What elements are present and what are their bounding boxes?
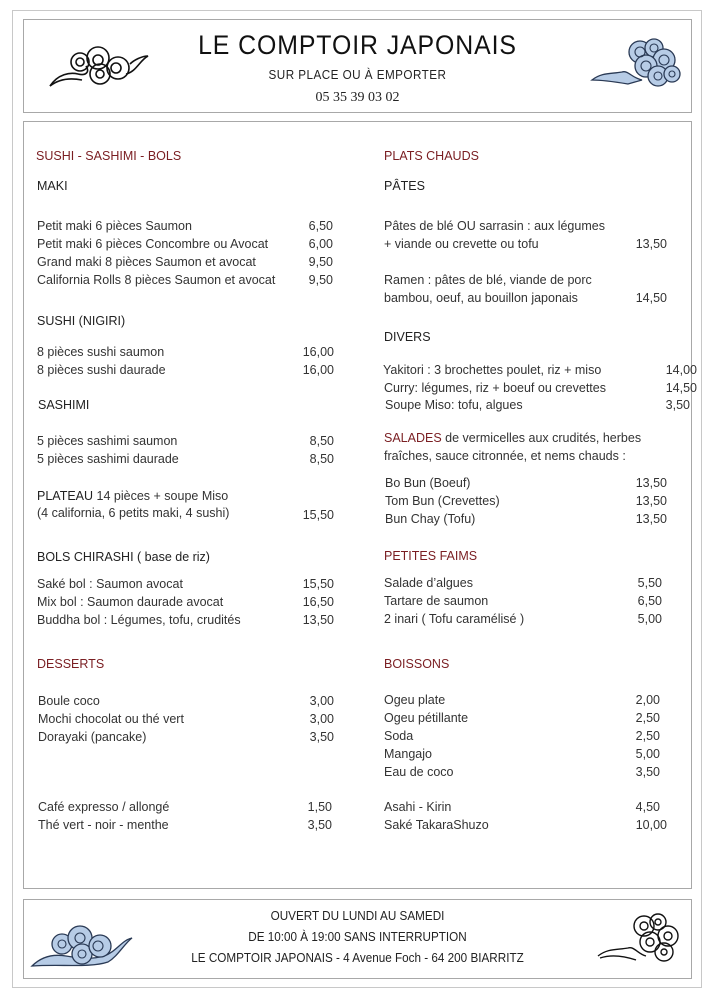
menu-item: Soda: [384, 729, 414, 743]
salades-description: de vermicelles aux crudités, herbes: [441, 431, 642, 445]
menu-item: Bun Chay (Tofu): [385, 512, 476, 526]
cloud-blue-icon: [588, 34, 688, 90]
opening-hours: DE 10:00 À 19:00 SANS INTERRUPTION: [248, 929, 467, 944]
menu-item: Yakitori : 3 brochettes poulet, riz + miso: [383, 363, 602, 377]
menu-item: 5 pièces sashimi daurade: [37, 452, 179, 466]
restaurant-title: LE COMPTOIR JAPONAIS: [198, 30, 517, 60]
menu-item: Saké bol : Saumon avocat: [37, 577, 183, 591]
plateau-details: (4 california, 6 petits maki, 4 sushi): [37, 506, 230, 520]
menu-item: Thé vert - noir - menthe: [38, 818, 169, 832]
menu-price: 16,00: [302, 345, 334, 359]
menu-item: Boule coco: [38, 694, 100, 708]
menu-price: 15,50: [302, 577, 334, 591]
menu-item: Café expresso / allongé: [38, 800, 170, 814]
menu-item: California Rolls 8 pièces Saumon et avocat: [37, 273, 276, 287]
menu-item: Ogeu pétillante: [384, 711, 469, 725]
salades-header: [384, 429, 641, 465]
menu-item: Ramen : pâtes de blé, viande de porc: [384, 273, 592, 287]
menu-price: 4,50: [635, 800, 660, 814]
menu-item: Mangajo: [384, 747, 432, 761]
menu-item: Pâtes de blé OU sarrasin : aux légumes: [384, 219, 605, 233]
menu-item: Bo Bun (Boeuf): [385, 476, 471, 490]
menu-price: 3,50: [309, 730, 334, 744]
menu-item: 8 pièces sushi saumon: [37, 345, 165, 359]
menu-price: 15,50: [302, 508, 334, 522]
cloud-outline-icon: [596, 910, 686, 966]
menu-price: 5,00: [635, 747, 660, 761]
opening-days: OUVERT DU LUNDI AU SAMEDI: [270, 908, 445, 923]
menu-item-detail: bambou, oeuf, au bouillon japonais: [384, 291, 578, 305]
section-title-boissons: BOISSONS: [384, 657, 450, 671]
menu-price: 5,50: [637, 576, 662, 590]
menu-price: 16,50: [302, 595, 334, 609]
menu-item: Mochi chocolat ou thé vert: [38, 712, 184, 726]
subsection-title-sushi-nigiri: SUSHI (NIGIRI): [37, 314, 126, 328]
menu-item: Ogeu plate: [384, 693, 446, 707]
menu-price: 3,50: [665, 398, 690, 412]
menu-price: 6,50: [308, 219, 333, 233]
section-title-plats-chauds: PLATS CHAUDS: [384, 149, 479, 163]
menu-price: 14,50: [665, 381, 697, 395]
menu-item: Soupe Miso: tofu, algues: [385, 398, 523, 412]
subsection-title-bols: BOLS CHIRASHI ( base de riz): [37, 550, 210, 564]
menu-item: Dorayaki (pancake): [38, 730, 147, 744]
menu-item: Tartare de saumon: [384, 594, 489, 608]
menu-price: 6,00: [308, 237, 333, 251]
menu-price: 3,50: [635, 765, 660, 779]
menu-item: 8 pièces sushi daurade: [37, 363, 166, 377]
address: LE COMPTOIR JAPONAIS - 4 Avenue Foch - 64 200 BIARRITZ: [191, 950, 524, 965]
section-title-petites-faims: PETITES FAIMS: [384, 549, 478, 563]
menu-price: 13,50: [635, 494, 667, 508]
menu-item: Grand maki 8 pièces Saumon et avocat: [37, 255, 256, 269]
menu-item: Mix bol : Saumon daurade avocat: [37, 595, 224, 609]
menu-item: Asahi - Kirin: [384, 800, 452, 814]
menu-item: 2 inari ( Tofu caramélisé ): [384, 612, 525, 626]
subsection-title-divers: DIVERS: [384, 330, 431, 344]
menu-item: Eau de coco: [384, 765, 454, 779]
section-title-salades: SALADES: [384, 431, 442, 445]
menu-price: 13,50: [635, 476, 667, 490]
service-subtitle: SUR PLACE OU À EMPORTER: [268, 67, 447, 82]
menu-price: 3,00: [309, 712, 334, 726]
menu-item: Saké TakaraShuzo: [384, 818, 489, 832]
cloud-blue-icon: [30, 916, 135, 970]
menu-price: 5,00: [637, 612, 662, 626]
menu-item-detail: + viande ou crevette ou tofu: [384, 237, 539, 251]
menu-price: 6,50: [637, 594, 662, 608]
plateau-line: [37, 489, 228, 503]
menu-price: 9,50: [308, 273, 333, 287]
menu-price: 8,50: [309, 434, 334, 448]
menu-item: Curry: légumes, riz + boeuf ou crevettes: [384, 381, 606, 395]
menu-price: 14,00: [665, 363, 697, 377]
menu-price: 13,50: [635, 237, 667, 251]
menu-price: 3,00: [309, 694, 334, 708]
subsection-title-pates: PÂTES: [384, 179, 425, 193]
subsection-title-maki: MAKI: [37, 179, 68, 193]
menu-price: 2,00: [635, 693, 660, 707]
menu-item: Salade d’algues: [384, 576, 473, 590]
section-title-sushi: SUSHI - SASHIMI - BOLS: [36, 149, 182, 163]
subsection-title-sashimi: SASHIMI: [38, 398, 90, 412]
menu-price: 2,50: [635, 729, 660, 743]
plateau-description: 14 pièces + soupe Miso: [96, 489, 229, 503]
menu-price: 14,50: [635, 291, 667, 305]
menu-price: 13,50: [302, 613, 334, 627]
menu-price: 10,00: [635, 818, 667, 832]
menu-price: 1,50: [307, 800, 332, 814]
menu-price: 9,50: [308, 255, 333, 269]
section-title-desserts: DESSERTS: [37, 657, 105, 671]
plateau-title: PLATEAU: [37, 489, 94, 503]
menu-item: 5 pièces sashimi saumon: [37, 434, 178, 448]
menu-price: 8,50: [309, 452, 334, 466]
menu-price: 16,00: [302, 363, 334, 377]
salades-description-2: fraîches, sauce citronnée, et nems chauds :: [384, 449, 626, 463]
cloud-outline-icon: [48, 38, 153, 90]
menu-item: Tom Bun (Crevettes): [385, 494, 500, 508]
phone-number: 05 35 39 03 02: [315, 90, 400, 105]
menu-price: 2,50: [635, 711, 660, 725]
menu-price: 3,50: [307, 818, 332, 832]
menu-price: 13,50: [635, 512, 667, 526]
menu-item: Petit maki 6 pièces Concombre ou Avocat: [37, 237, 269, 251]
menu-item: Petit maki 6 pièces Saumon: [37, 219, 192, 233]
menu-item: Buddha bol : Légumes, tofu, crudités: [37, 613, 241, 627]
